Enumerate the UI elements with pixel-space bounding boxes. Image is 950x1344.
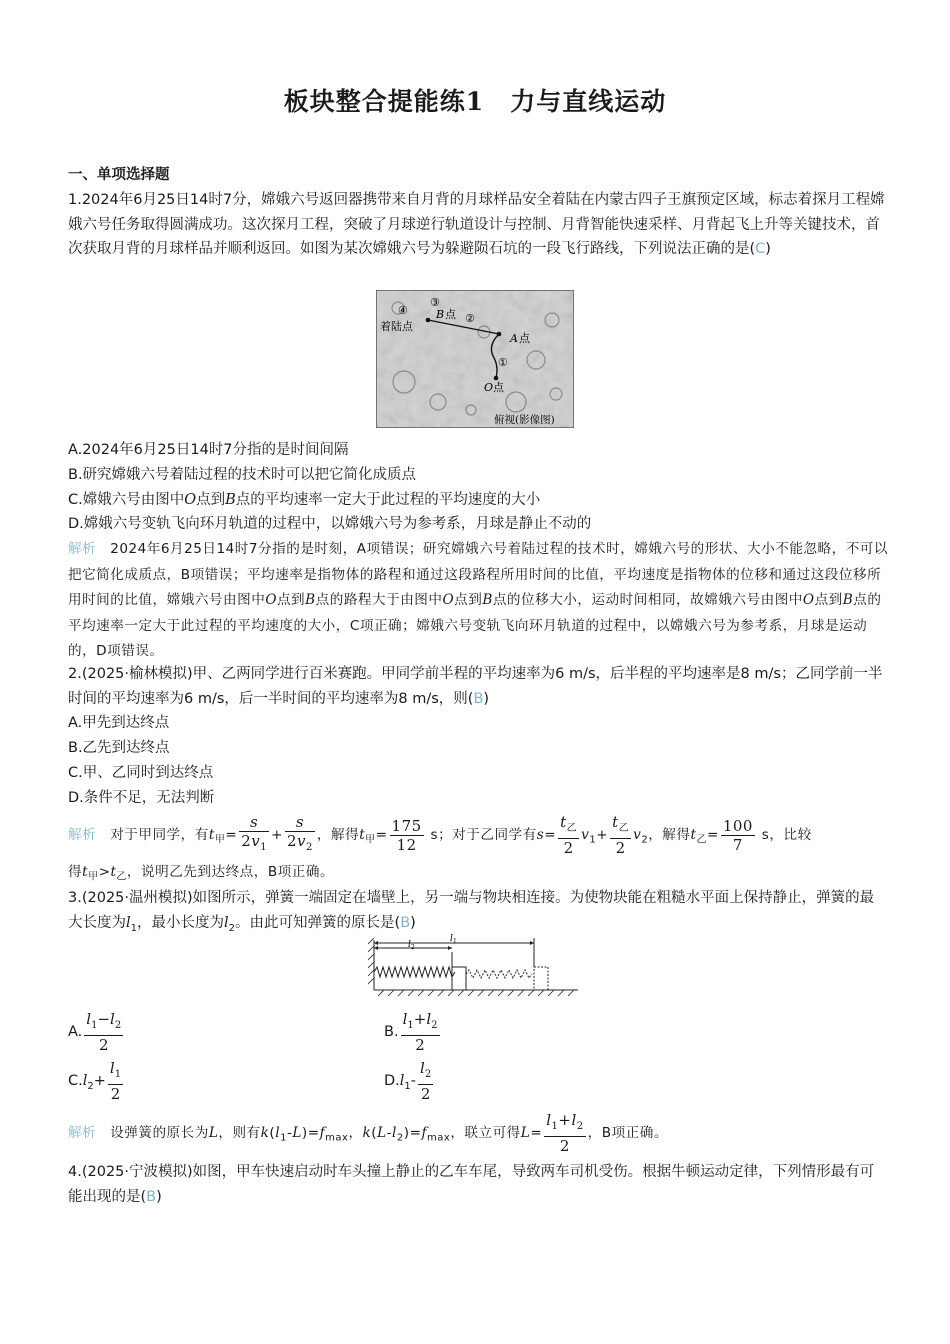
fig-label-l1: l [450, 934, 453, 944]
fig-label-2: ② [465, 312, 475, 325]
fig-label-4: ④ [398, 304, 408, 317]
section-heading: 一、单项选择题 [68, 167, 170, 183]
fig-label-B-point: 点 [445, 308, 456, 321]
page-title: 板块整合提能练1 力与直线运动 [283, 87, 667, 116]
q3-option-b: B. $\frac{l_1+l_2}{2}$ [384, 1010, 438, 1054]
q2-option-b: B.乙先到达终点 [68, 740, 170, 756]
fig-label-B: B [436, 308, 445, 321]
explanation-label: 解析 [68, 541, 97, 557]
q1-option-a: A.2024年6月25日14时7分指的是时间间隔 [68, 442, 349, 458]
fig-label-O-point: 点 [493, 381, 504, 394]
answer-2: B [473, 690, 484, 707]
question-1-stem: 1.2024年6月25日14时7分，嫦娥六号返回器携带来自月背的月球样品安全着陆在内蒙古四子王旗预定区域，标志着探月工程嫦娥六号任务取得圆满成功。这次探月工程，突破了月球逆行轨道设计与控制、月背智能快速采样、月背起飞上升等关键技术，首次获取月背的月球样品并顺利返回。如图为某次嫦娥六号为躲避陨石坑的一段飞行路线，下列说法正确的是(C) [68, 192, 885, 257]
q2-option-d: D.条件不足，无法判断 [68, 790, 215, 806]
q2-option-c: C.甲、乙同时到达终点 [68, 765, 214, 781]
fig-caption: 俯视(影像图) [494, 414, 555, 426]
q1-option-b: B.研究嫦娥六号着陆过程的技术时可以把它简化成质点 [68, 467, 417, 483]
q2-explanation-line1: 解析 对于甲同学，有$t_甲=$ $\frac{s}{2v_1}$ + $\frac{s}{2v_2}$ ，解得$t_甲=$ $\frac{175}{12}$ s；对于乙同学有s= $\frac{t_乙}{2}$ $v_1+$ $\frac{t_乙}{2}$ $v_2$，解得$t_乙=$ $\frac{100}{7}$ s，比较 [68, 813, 812, 857]
fig-label-3: ③ [430, 296, 440, 309]
answer-4: B [146, 1188, 157, 1205]
svg-text:2: 2 [411, 944, 415, 951]
fig-label-l2: l [408, 940, 411, 950]
q1-option-d: D.嫦娥六号变轨飞向环月轨道的过程中，以嫦娥六号为参考系，月球是静止不动的 [68, 516, 592, 532]
q3-option-d: $D.l_1-$ $\frac{l_2}{2}$ [384, 1059, 432, 1103]
question-4-stem: 4.(2025·宁波模拟)如图，甲车快速启动时车头撞上静止的乙车车尾，导致两车司机受伤。根据牛顿运动定律，下列情形最有可能出现的是(B) [68, 1164, 875, 1205]
fig-label-A: A [510, 332, 518, 345]
question-3-stem: 3.(2025·温州模拟)如图所示，弹簧一端固定在墙壁上，另一端与物块相连接。为使物块能在粗糙水平面上保持静止，弹簧的最大长度为$l_1$，最小长度为$l_2$。由此可知弹簧的原长是(B) [68, 890, 875, 934]
moon-trajectory-figure [376, 290, 574, 428]
svg-text:1: 1 [453, 938, 457, 945]
q3-option-a: A. $\frac{l_1-l_2}{2}$ [68, 1010, 122, 1054]
q3-explanation: 解析 设弹簧的原长为L，则有$k(l_1-L)=f_{max}$，$k(L-l_2)=f_{max}$，联立可得L= $\frac{l_1+l_2}{2}$ ，B项正确。 [68, 1111, 668, 1155]
answer-1: C [755, 241, 766, 257]
fig-label-1: ① [498, 356, 508, 369]
fig-label-O: O [484, 381, 494, 394]
q3-option-c: $C.l_2+$ $\frac{l_1}{2}$ [68, 1059, 122, 1103]
q2-option-a: A.甲先到达终点 [68, 715, 170, 731]
question-2-stem: 2.(2025·榆林模拟)甲、乙两同学进行百米赛跑。甲同学前半程的平均速率为6 m/s，后半程的平均速率是8 m/s；乙同学前一半时间的平均速率为6 m/s，后一半时间的平均速率为8 m/s，则(B) [68, 666, 883, 707]
fig-label-A-point: 点 [519, 332, 530, 345]
fig-label-landing: 着陆点 [380, 320, 413, 333]
spring-figure [368, 934, 584, 998]
q2-explanation-line2: 得$t_甲>t_乙$，说明乙先到达终点，B项正确。 [68, 864, 335, 883]
q1-option-c: C.嫦娥六号由图中O点到B点的平均速率一定大于此过程的平均速度的大小 [68, 492, 541, 508]
answer-3: B [400, 914, 411, 931]
q1-explanation: 解析 2024年6月25日14时7分指的是时刻，A项错误；研究嫦娥六号着陆过程的技术时，嫦娥六号的形状、大小不能忽略，不可以把它简化成质点，B项错误；平均速率是指物体的路程和通过这段路程所用时间的比值，平均速度是指物体的位移和通过这段位移所用时间的比值，嫦娥六号由图中O点到B点的路程大于由图中O点到B点的位移大小，运动时间相同，故嫦娥六号由图中O点到B点的平均速率一定大于此过程的平均速度的大小，C项正确；嫦娥六号变轨飞向环月轨道的过程中，以嫦娥六号为参考系，月球是运动的，D项错误。 [68, 541, 888, 659]
